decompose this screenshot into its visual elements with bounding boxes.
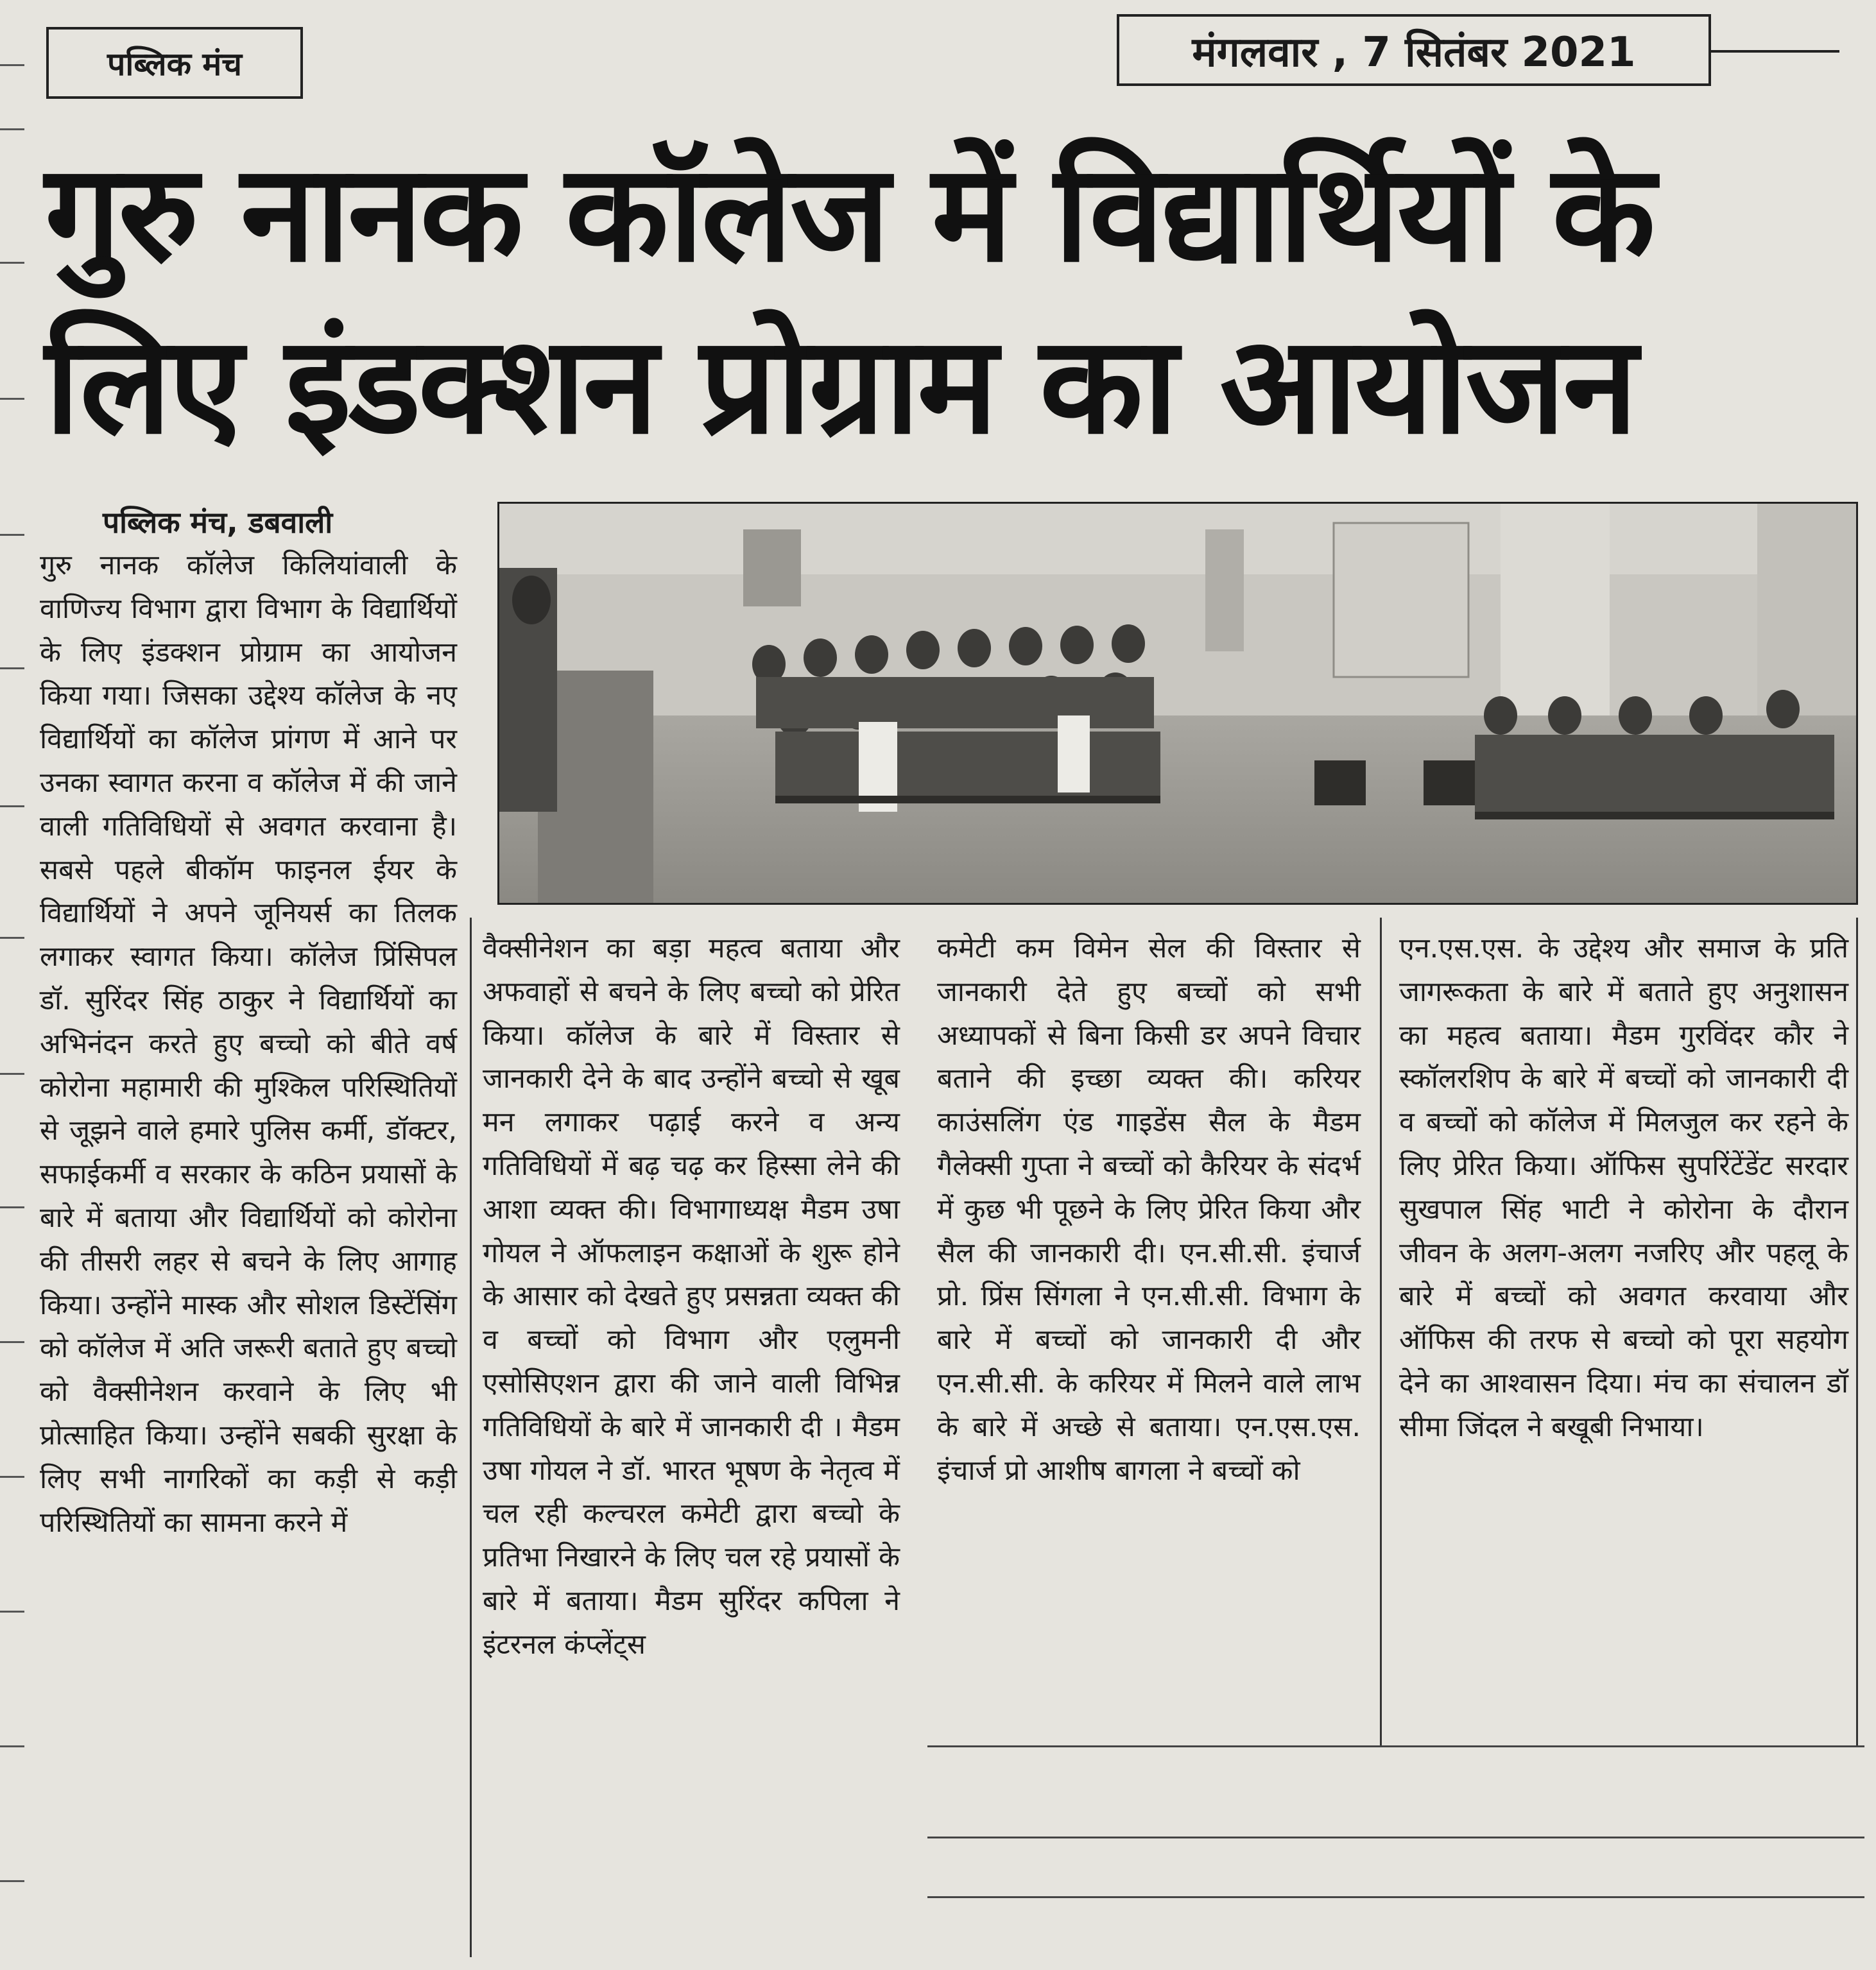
article-column-4-text: एन.एस.एस. के उद्देश्य और समाज के प्रति जागरूकता के बारे में बताते हुए अनुशासन का महत्व बताया। मैडम गुरविंदर कौर ने स्कॉलरशिप के बारे में बच्चों को जानकारी दी व बच्चों को कॉलेज में मिलजुल कर रहने के लिए प्रेरित किया। ऑफिस सुपरिंटेंडेंट सरदार सुखपाल सिंह भाटी ने कोरोना के दौरान जीवन के अलग-अलग नजरिए और पहलू के बारे में बच्चों को अवगत करवाया और ऑफिस की तरफ से बच्चो को पूरा सहयोग देने का आश्वासन दिया। मंच का संचालन डॉ सीमा जिंदल ने बखूबी निभाया। xyxy=(1399,932,1848,1443)
column-divider xyxy=(470,918,472,1957)
article-column-4 xyxy=(1399,927,1848,1450)
article-column-1 xyxy=(40,544,457,1545)
bottom-rule xyxy=(927,1896,1864,1898)
date-rule xyxy=(1711,50,1839,53)
headline-line-2: लिए इंडक्शन प्रोग्राम का आयोजन xyxy=(45,307,1635,464)
article-column-3-text: कमेटी कम विमेन सेल की विस्तार से जानकारी देते हुए बच्चों को सभी अध्यापकों से बिना किसी डर अपने विचार बताने की इच्छा व्यक्त की। करियर काउंसलिंग एंड गाइडेंस सैल के मैडम गैलेक्सी गुप्ता ने बच्चों को कैरियर के संदर्भ में कुछ भी पूछने के लिए प्रेरित किया और सैल की जानकारी दी। एन.सी.सी. इंचार्ज प्रो. प्रिंस सिंगला ने एन.सी.सी. विभाग के बारे में बच्चों को जानकारी दी और एन.सी.सी. के करियर में मिलने वाले लाभ के बारे में अच्छे से बताया। एन.एस.एस. इंचार्ज प्रो आशीष बागला ने बच्चों को xyxy=(937,932,1361,1487)
bottom-rule xyxy=(927,1745,1864,1747)
bottom-rule xyxy=(927,1837,1864,1838)
article-column-2 xyxy=(483,927,900,1667)
event-photo xyxy=(497,502,1858,905)
article-column-3 xyxy=(937,927,1361,1493)
section-label: पब्लिक मंच xyxy=(46,27,303,99)
issue-date: मंगलवार , 7 सितंबर 2021 xyxy=(1117,14,1711,86)
dateline: पब्लिक मंच, डबवाली xyxy=(103,505,333,540)
headline-line-1: गुरु नानक कॉलेज में विद्यार्थियों के xyxy=(45,135,1653,292)
column-divider xyxy=(1380,918,1382,1745)
article-column-1-text: गुरु नानक कॉलेज किलियांवाली के वाणिज्य विभाग द्वारा विभाग के विद्यार्थियों के लिए इंडक्शन प्रोग्राम का आयोजन किया गया। जिसका उद्देश्य कॉलेज के नए विद्यार्थियों का कॉलेज प्रांगण में आने पर उनका स्वागत करना व कॉलेज में की जाने वाली गतिविधियों से अवगत करवाना है। सबसे पहले बीकॉम फाइनल ईयर के विद्यार्थियों ने अपने जूनियर्स का तिलक लगाकर स्वागत किया। कॉलेज प्रिंसिपल डॉ. सुरिंदर सिंह ठाकुर ने विद्यार्थियों का अभिनंदन करते हुए बच्चो को बीते वर्ष कोरोना महामारी की मुश्किल परिस्थितियों से जूझने वाले हमारे पुलिस कर्मी, डॉक्टर, सफाईकर्मी व सरकार के कठिन प्रयासों के बारे में बताया और विद्यार्थियों को कोरोना की तीसरी लहर से बचने के लिए आगाह किया। उन्होंने मास्क और सोशल डिस्टेंसिंग को कॉलेज में अति जरूरी बताते हुए बच्चो को वैक्सीनेशन करवाने के लिए भी प्रोत्साहित किया। उन्होंने सबकी सुरक्षा के लिए सभी नागरिकों का कड़ी से कड़ी परिस्थितियों का सामना करने में xyxy=(40,549,457,1539)
column-divider xyxy=(1856,918,1858,1745)
article-column-2-text: वैक्सीनेशन का बड़ा महत्व बताया और अफवाहों से बचने के लिए बच्चो को प्रेरित किया। कॉलेज के बारे में विस्तार से जानकारी देने के बाद उन्होंने बच्चो से खूब मन लगाकर पढ़ाई करने व अन्य गतिविधियों में बढ़ चढ़ कर हिस्सा लेने की आशा व्यक्त की। विभागाध्यक्ष मैडम उषा गोयल ने ऑफलाइन कक्षाओं के शुरू होने के आसार को देखते हुए प्रसन्नता व्यक्त की व बच्चों को विभाग और एलुमनी एसोसिएशन द्वारा की जाने वाली विभिन्न गतिविधियों के बारे में जानकारी दी । मैडम उषा गोयल ने डॉ. भारत भूषण के नेतृत्व में चल रही कल्चरल कमेटी द्वारा बच्चो के प्रतिभा निखारने के लिए चल रहे प्रयासों के बारे में बताया। मैडम सुरिंदर कपिला ने इंटरनल कंप्लेंट्स xyxy=(483,932,900,1661)
